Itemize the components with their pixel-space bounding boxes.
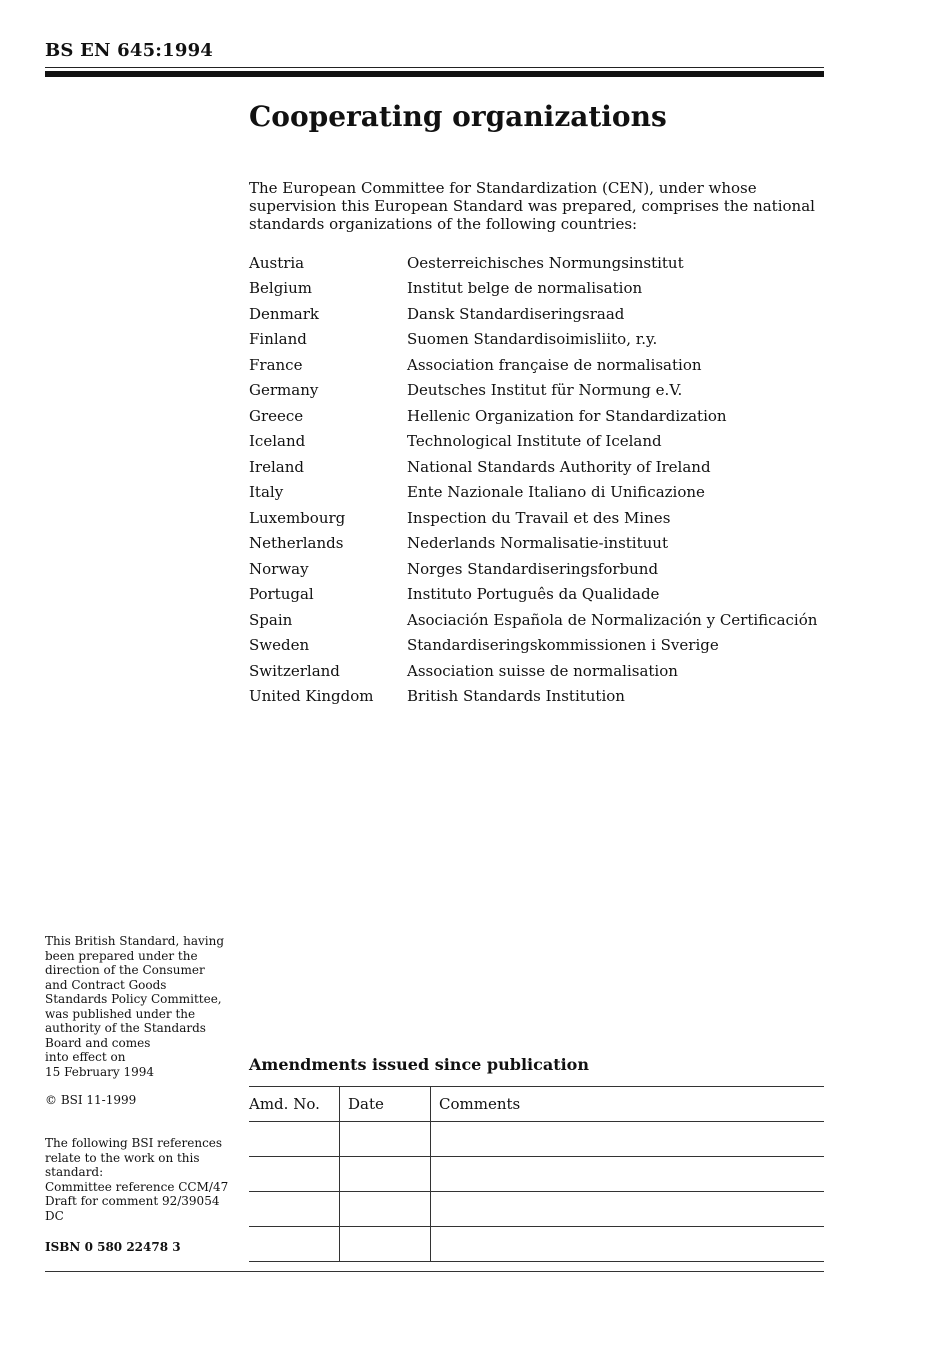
member-organization: Hellenic Organization for Standardization [407, 406, 727, 425]
member-country: United Kingdom [249, 687, 374, 706]
references-note-line: Committee reference CCM/47 [45, 1179, 229, 1194]
header-amd-no: Amd. No. [249, 1087, 340, 1122]
header-rule-thick [45, 71, 824, 77]
member-country: Ireland [249, 457, 304, 476]
member-organization: Association suisse de normalisation [407, 661, 678, 680]
references-note [45, 1136, 235, 1223]
member-row [249, 429, 817, 455]
member-row [249, 327, 817, 353]
member-country: Sweden [249, 636, 310, 655]
member-row [249, 607, 817, 633]
header-rule-thin [45, 67, 824, 68]
publication-note-line: Board and comes [45, 1035, 151, 1050]
member-country: Germany [249, 381, 319, 400]
amendment-cell [340, 1157, 431, 1192]
amendment-cell [249, 1122, 340, 1157]
member-organization: Instituto Português da Qualidade [407, 585, 660, 604]
publication-note-line: into effect on [45, 1050, 126, 1064]
member-organization: Ente Nazionale Italiano di Unificazione [407, 483, 705, 502]
member-country: Italy [249, 483, 284, 502]
amendment-cell [431, 1227, 825, 1262]
members-table [249, 250, 817, 709]
publication-note-line: Standards Policy Committee, [45, 992, 222, 1006]
member-organization: Standardiseringskommissionen i Sverige [407, 636, 719, 655]
member-country: Norway [249, 559, 309, 578]
member-country: Spain [249, 610, 293, 629]
publication-note-line: 15 February 1994 [45, 1064, 155, 1079]
member-country: France [249, 355, 303, 374]
member-country: Greece [249, 406, 304, 425]
member-row [249, 684, 817, 710]
member-country: Netherlands [249, 534, 344, 553]
member-organization: Asociación Española de Normalización y Certificación [407, 610, 818, 629]
member-country: Belgium [249, 279, 312, 298]
member-country: Denmark [249, 304, 319, 323]
member-row [249, 378, 817, 404]
amendment-cell [340, 1227, 431, 1262]
references-note-line: Draft for comment 92/39054 DC [45, 1194, 220, 1223]
member-organization: Nederlands Normalisatie-instituut [407, 534, 668, 553]
publication-note-line: This British Standard, having [45, 934, 225, 948]
amendment-cell [249, 1227, 340, 1262]
member-country: Luxembourg [249, 508, 346, 527]
member-country: Switzerland [249, 661, 340, 680]
references-note-line: The following BSI references [45, 1136, 223, 1150]
amendment-cell [431, 1122, 825, 1157]
amendment-cell [431, 1192, 825, 1227]
amendments-title: Amendments issued since publication [249, 1055, 589, 1074]
member-organization: Technological Institute of Iceland [407, 432, 662, 451]
member-row [249, 556, 817, 582]
publication-note-line: been prepared under the [45, 948, 198, 963]
member-row [249, 531, 817, 557]
document-id: BS EN 645:1994 [45, 40, 214, 61]
publication-note-line: was published under the [45, 1006, 196, 1021]
header-comments: Comments [431, 1087, 825, 1122]
isbn: ISBN 0 580 22478 3 [45, 1240, 181, 1254]
copyright-note: © BSI 11-1999 [45, 1093, 137, 1107]
member-organization: Suomen Standardisoimisliito, r.y. [407, 330, 658, 349]
amendment-cell [340, 1122, 431, 1157]
member-row [249, 250, 817, 276]
header-date: Date [340, 1087, 431, 1122]
amendments-table [249, 1086, 824, 1262]
intro-paragraph: The European Committee for Standardization (CEN), under whose supervision this European Standard was prepared, comprises the national standards organizations of the following countries: [249, 179, 815, 233]
member-row [249, 658, 817, 684]
page-title: Cooperating organizations [249, 100, 667, 133]
member-row [249, 582, 817, 608]
amendment-cell [249, 1192, 340, 1227]
member-country: Iceland [249, 432, 306, 451]
member-row [249, 352, 817, 378]
member-organization: Institut belge de normalisation [407, 279, 643, 298]
publication-note-line: direction of the Consumer [45, 963, 205, 977]
publication-note-line: authority of the Standards [45, 1021, 206, 1035]
publication-note-line: and Contract Goods [45, 977, 167, 992]
member-row [249, 505, 817, 531]
footer-rule [45, 1271, 824, 1272]
amendments-header-row [249, 1087, 824, 1122]
member-row [249, 454, 817, 480]
member-organization: Inspection du Travail et des Mines [407, 508, 671, 527]
member-organization: Association française de normalisation [407, 355, 702, 374]
references-note-line: standard: [45, 1165, 104, 1179]
amendment-cell [340, 1192, 431, 1227]
amendment-row [249, 1192, 824, 1227]
member-row [249, 480, 817, 506]
member-country: Finland [249, 330, 307, 349]
member-organization: National Standards Authority of Ireland [407, 457, 711, 476]
member-country: Austria [249, 253, 305, 272]
member-row [249, 633, 817, 659]
member-organization: Oesterreichisches Normungsinstitut [407, 253, 684, 272]
amendment-row [249, 1122, 824, 1157]
member-organization: Dansk Standardiseringsraad [407, 304, 625, 323]
amendment-row [249, 1227, 824, 1262]
member-country: Portugal [249, 585, 314, 604]
amendment-cell [249, 1157, 340, 1192]
member-organization: Norges Standardiseringsforbund [407, 559, 659, 578]
amendment-cell [431, 1157, 825, 1192]
member-organization: British Standards Institution [407, 687, 625, 706]
publication-note [45, 934, 235, 1079]
member-organization: Deutsches Institut für Normung e.V. [407, 381, 683, 400]
member-row [249, 403, 817, 429]
member-row [249, 301, 817, 327]
amendment-row [249, 1157, 824, 1192]
references-note-line: relate to the work on this [45, 1150, 200, 1165]
member-row [249, 276, 817, 302]
